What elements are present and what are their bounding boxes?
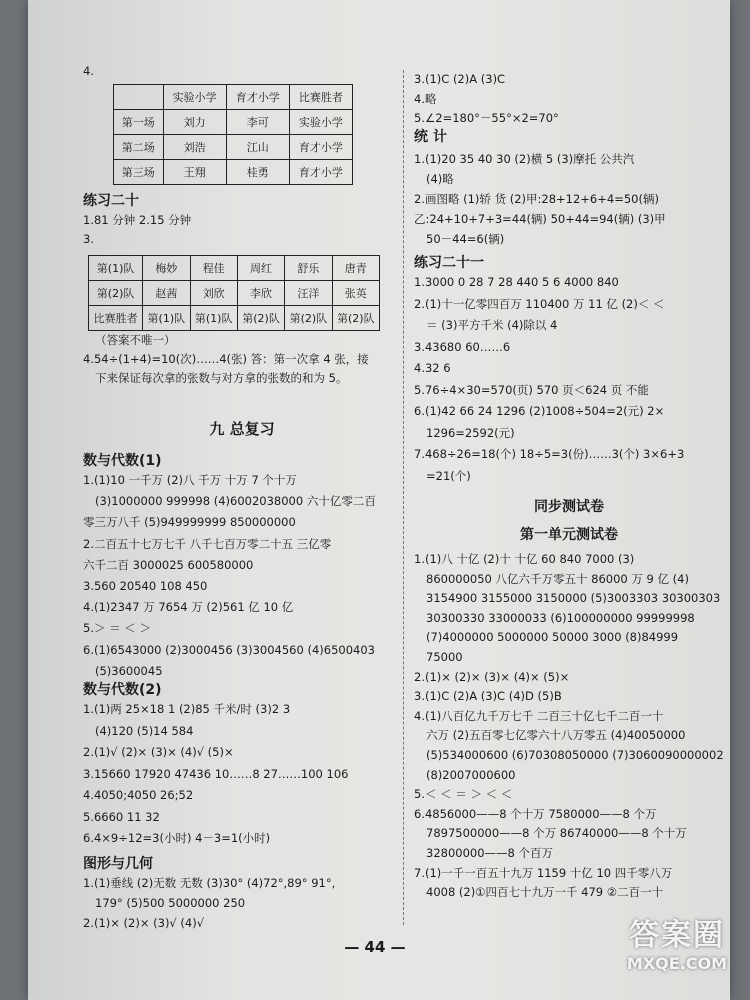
unit-1-test-title: 第一单元测试卷 — [520, 527, 618, 543]
answer-line: 2.(1)√ (2)× (3)× (4)√ (5)× — [83, 745, 234, 759]
answer-line: 5.∠2=180°－55°×2=70° — [414, 111, 559, 125]
answer-line: 50－44=6(辆) — [426, 232, 505, 246]
watermark-logo — [612, 910, 742, 995]
table-cell: 育才小学 — [226, 85, 289, 110]
watermark-url: MXQE.COM — [626, 954, 728, 973]
answer-line: 7.(1)一千一百五十九万 1159 十亿 10 四千零八万 — [414, 865, 673, 880]
table-row — [114, 85, 353, 110]
answer-line: 6.(1)6543000 (2)3000456 (3)3004560 (4)6500403 — [83, 642, 375, 657]
answer-line: 2.(1)十一亿零四百万 110400 万 11 亿 (2)＜ ＜ — [414, 296, 665, 311]
answer-line: 1.(1)两 25×18 1 (2)85 千米/时 (3)2 3 — [83, 702, 291, 716]
section-algebra-2-title: 数与代数(2) — [83, 682, 162, 698]
answer-line: 3.(1)C (2)A (3)C (4)D (5)B — [414, 689, 562, 704]
table-cell: 育才小学 — [289, 160, 352, 185]
exercise-20-title: 练习二十 — [83, 193, 139, 209]
answer-line: 六千二百 3000025 600580000 — [83, 557, 254, 572]
table-cell: 王翔 — [163, 160, 226, 185]
section-algebra-1-title: 数与代数(1) — [83, 453, 162, 469]
table-cell: 第一场 — [114, 110, 164, 135]
chapter-title: 九 总复习 — [209, 420, 275, 438]
table-cell: 张英 — [332, 281, 379, 306]
exercise-21-title: 练习二十一 — [414, 255, 484, 271]
answer-line: 1.3000 0 28 7 28 440 5 6 4000 840 — [414, 275, 619, 289]
answer-line: (7)4000000 5000000 50000 3000 (8)84999 — [426, 630, 679, 645]
answer-line: 7897500000——8 个万 86740000——8 个十万 — [426, 826, 687, 841]
table-cell: 比赛胜者 — [89, 306, 143, 331]
table-cell: 实验小学 — [163, 85, 226, 110]
table-cell: 江山 — [226, 135, 289, 160]
table-cell: 李可 — [226, 110, 289, 135]
answer-line: 4.32 6 — [414, 361, 451, 375]
answer-line: 4.(1)2347 万 7654 万 (2)561 亿 10 亿 — [83, 600, 294, 615]
watermark-brand: 答案圈 — [629, 918, 725, 953]
table-row — [114, 135, 353, 160]
table-cell — [114, 85, 164, 110]
table-cell: 刘浩 — [163, 135, 226, 160]
answer-line: 3154900 3155000 3150000 (5)3003303 30300303 — [426, 591, 721, 606]
answer-line: （答案不唯一） — [95, 333, 176, 347]
table-row — [114, 160, 353, 185]
match-table — [113, 84, 353, 185]
table-cell: 桂勇 — [226, 160, 289, 185]
table-row — [89, 281, 380, 306]
table-row — [114, 110, 353, 135]
answer-line: (4)略 — [426, 172, 454, 186]
answer-line: 5.＞ ＝ ＜ ＞ — [83, 621, 151, 636]
answer-line: 3.43680 60……6 — [414, 339, 511, 354]
answer-line: 4.54÷(1+4)=10(次)……4(张) 答：第一次拿 4 张，接 — [83, 352, 369, 366]
table-cell: 李欣 — [237, 281, 284, 306]
table-cell: 周红 — [237, 256, 284, 281]
answer-line: =21(个) — [426, 468, 471, 483]
answer-line: 4.略 — [414, 91, 437, 106]
table-cell: 刘力 — [163, 110, 226, 135]
table-cell: 第(2)队 — [332, 306, 379, 331]
answer-line: 2.(1)× (2)× (3)√ (4)√ — [83, 916, 205, 930]
answer-line: 4008 (2)①四百七十九万一千 479 ②二百一十 — [426, 885, 664, 900]
answer-line: 3.(1)C (2)A (3)C — [414, 72, 506, 86]
answer-line: 3. — [83, 232, 94, 246]
answer-line: 零三万八千 (5)949999999 850000000 — [83, 515, 296, 530]
answer-line: (4)120 (5)14 584 — [95, 723, 194, 738]
table-cell: 第(1)队 — [190, 306, 237, 331]
table-cell: 第(2)队 — [237, 306, 284, 331]
table-cell: 第(2)队 — [285, 306, 332, 331]
page-number: — 44 — — [344, 938, 406, 956]
table-cell: 第(1)队 — [143, 306, 190, 331]
section-geometry-title: 图形与几何 — [83, 856, 153, 872]
answer-line: 1.(1)垂线 (2)无数 无数 (3)30° (4)72°,89° 91°, — [83, 876, 336, 890]
answer-line: 6.(1)42 66 24 1296 (2)1008÷504=2(元) 2× — [414, 404, 665, 418]
table-row — [89, 256, 380, 281]
answer-line: 1.(1)10 一千万 (2)八 千万 十万 7 个十万 — [83, 473, 297, 487]
answer-line: (8)2007000600 — [426, 767, 516, 782]
answer-line: 860000050 八亿六千万零五十 86000 万 9 亿 (4) — [426, 571, 689, 586]
answer-line: 3.15660 17920 47436 10……8 27……100 106 — [83, 766, 349, 781]
table-row — [89, 306, 380, 331]
table-cell: 梅妙 — [143, 256, 190, 281]
answer-line: 6.4×9÷12=3(小时) 4－3=1(小时) — [83, 831, 271, 845]
answer-line: 5.＜ ＜ ＝ ＞ ＜ ＜ — [414, 787, 513, 802]
table-cell: 刘欣 — [190, 281, 237, 306]
answer-line: (3)1000000 999998 (4)6002038000 六十亿零二百 — [95, 494, 376, 509]
table-cell: 汪洋 — [285, 281, 332, 306]
answer-line: 4.(1)八百亿九千万七千 二百三十亿七千二百一十 — [414, 708, 664, 723]
answer-line: ＝ (3)平方千米 (4)除以 4 — [426, 318, 558, 332]
item-number: 4. — [83, 64, 94, 78]
table-cell: 第(2)队 — [89, 281, 143, 306]
answer-line: 4.4050;4050 26;52 — [83, 788, 194, 802]
answer-line: 2.二百五十七万七千 八千七百万零二十五 三亿零 — [83, 536, 332, 551]
table-cell: 舒乐 — [285, 256, 332, 281]
answer-line: 179° (5)500 5000000 250 — [95, 896, 246, 910]
answer-line: (5)534000600 (6)70308050000 (7)3060090000002 — [426, 748, 724, 762]
answer-line: 3.560 20540 108 450 — [83, 579, 208, 593]
team-table — [88, 255, 380, 331]
table-cell: 比赛胜者 — [289, 85, 352, 110]
table-cell: 育才小学 — [289, 135, 352, 160]
answer-line: 六万 (2)五百零七亿零六十八万零五 (4)40050000 — [426, 728, 686, 743]
answer-line: 1.(1)八 十亿 (2)十 十亿 60 840 7000 (3) — [414, 552, 635, 566]
answer-line: 乙:24+10+7+3=44(辆) 50+44=94(辆) (3)甲 — [414, 212, 666, 226]
answer-line: 1296=2592(元) — [426, 425, 515, 440]
table-cell: 唐青 — [332, 256, 379, 281]
sync-test-title: 同步测试卷 — [534, 499, 604, 515]
table-cell: 程佳 — [190, 256, 237, 281]
answer-line: 2.画图略 (1)轿 货 (2)甲:28+12+6+4=50(辆) — [414, 192, 659, 206]
answer-line: 32800000——8 个百万 — [426, 846, 554, 860]
answer-line: 1.(1)20 35 40 30 (2)横 5 (3)摩托 公共汽 — [414, 152, 635, 166]
answer-line: 5.76÷4×30=570(页) 570 页＜624 页 不能 — [414, 382, 649, 397]
column-divider — [403, 70, 404, 925]
answer-line: 6.4856000——8 个十万 7580000——8 个万 — [414, 806, 657, 821]
table-cell: 第(1)队 — [89, 256, 143, 281]
answer-line: 下来保证每次拿的张数与对方拿的张数的和为 5。 — [95, 371, 348, 385]
table-cell: 实验小学 — [289, 110, 352, 135]
answer-line: (5)3600045 — [95, 663, 163, 678]
answer-line: 75000 — [426, 650, 463, 664]
table-cell: 第三场 — [114, 160, 164, 185]
statistics-title: 统 计 — [414, 129, 447, 145]
answer-line: 30300330 33000033 (6)100000000 99999998 — [426, 610, 695, 625]
table-cell: 赵茜 — [143, 281, 190, 306]
answer-line: 7.468÷26=18(个) 18÷5=3(份)……3(个) 3×6+3 — [414, 447, 685, 461]
answer-line: 5.6660 11 32 — [83, 809, 160, 824]
table-cell: 第二场 — [114, 135, 164, 160]
answer-line: 1.81 分钟 2.15 分钟 — [83, 213, 192, 227]
answer-line: 2.(1)× (2)× (3)× (4)× (5)× — [414, 669, 570, 684]
book-page — [28, 0, 730, 1000]
